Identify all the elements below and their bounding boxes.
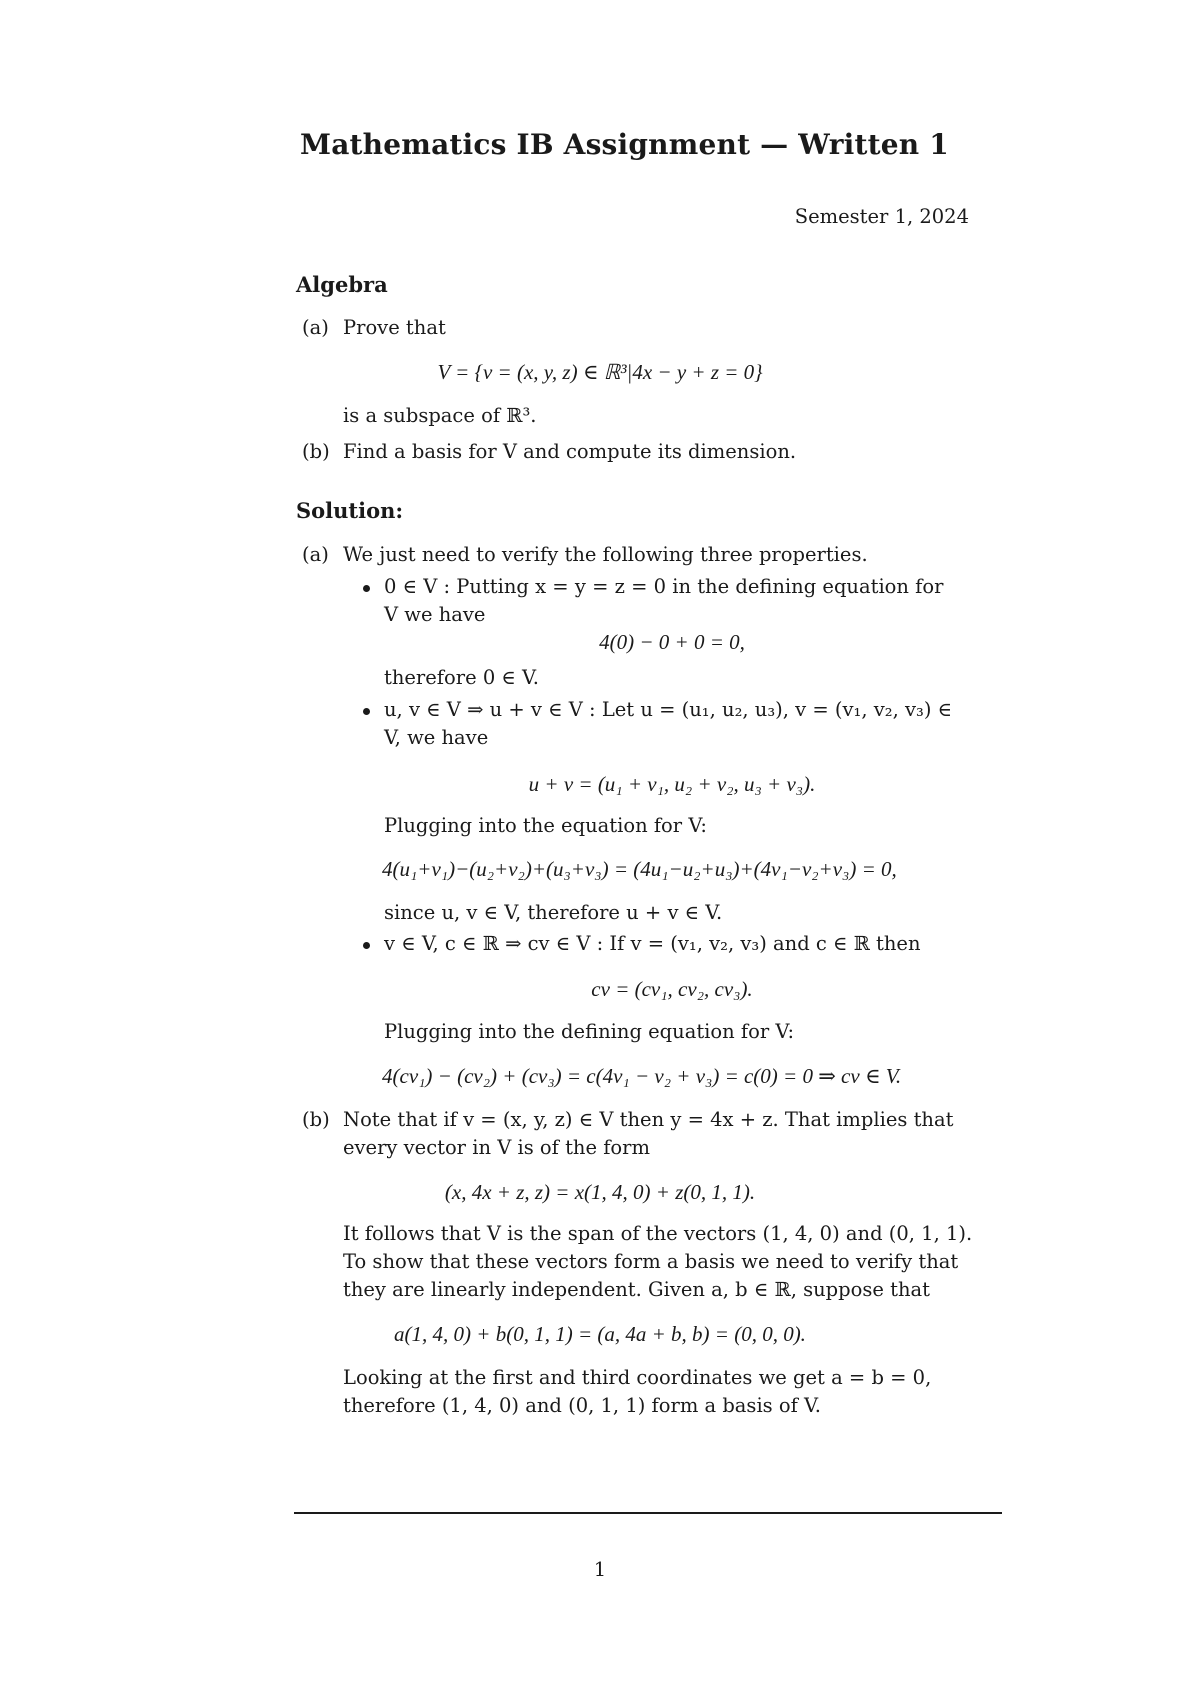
- problem-a-text: Prove that: [343, 316, 446, 339]
- solution-b-line6: Looking at the first and third coordinates we get a = b = 0,: [343, 1366, 932, 1389]
- property-addition-plug-text: Plugging into the equation for V:: [384, 814, 708, 837]
- problem-a-conclusion: is a subspace of ℝ³.: [343, 404, 537, 427]
- solution-b-line7: therefore (1, 4, 0) and (0, 1, 1) form a basis of V.: [343, 1394, 821, 1417]
- solution-b-line4: To show that these vectors form a basis we need to verify that: [343, 1250, 959, 1273]
- problem-b-label: (b): [302, 440, 330, 463]
- sum-vector-equation: u + v = (u₁ + v₁, u₂ + v₂, u₃ + v₃).: [528, 772, 816, 796]
- linear-independence-equation: a(1, 4, 0) + b(0, 1, 1) = (a, 4a + b, b) = (0, 0, 0).: [394, 1322, 806, 1346]
- property-addition-line1: u, v ∈ V ⇒ u + v ∈ V : Let u = (u₁, u₂, u₃), v = (v₁, v₂, v₃) ∈: [384, 698, 953, 721]
- bullet-icon: [363, 708, 370, 715]
- document-title: Mathematics IB Assignment — Written 1: [300, 128, 949, 161]
- property-addition-equation: 4(u₁+v₁)−(u₂+v₂)+(u₃+v₃) = (4u₁−u₂+u₃)+(4v₁−v₂+v₃) = 0,: [382, 857, 897, 881]
- bullet-icon: [363, 585, 370, 592]
- vector-form-equation: (x, 4x + z, z) = x(1, 4, 0) + z(0, 1, 1).: [444, 1180, 756, 1204]
- property-zero-equation: 4(0) − 0 + 0 = 0,: [599, 630, 745, 654]
- problem-b-text: Find a basis for V and compute its dimension.: [343, 440, 797, 463]
- property-addition-conclusion: since u, v ∈ V, therefore u + v ∈ V.: [384, 901, 723, 924]
- bullet-icon: [363, 942, 370, 949]
- solution-a-intro: We just need to verify the following three properties.: [343, 543, 868, 566]
- property-zero-line1: 0 ∈ V : Putting x = y = z = 0 in the defining equation for: [384, 575, 944, 598]
- solution-b-line1: Note that if v = (x, y, z) ∈ V then y = 4x + z. That implies that: [343, 1108, 954, 1131]
- property-zero-line2: V we have: [384, 603, 486, 626]
- section-heading: Algebra: [296, 272, 388, 297]
- semester-label: Semester 1, 2024: [794, 205, 969, 228]
- solution-b-line5: they are linearly independent. Given a, b ∈ ℝ, suppose that: [343, 1278, 930, 1301]
- solution-b-label: (b): [302, 1108, 330, 1131]
- subspace-definition-equation: V = {v = (x, y, z) ∈ ℝ³|4x − y + z = 0}: [437, 360, 763, 384]
- solution-b-line3: It follows that V is the span of the vectors (1, 4, 0) and (0, 1, 1).: [343, 1222, 973, 1245]
- scalar-vector-equation: cv = (cv₁, cv₂, cv₃).: [591, 977, 753, 1001]
- page-number: 1: [593, 1558, 607, 1581]
- property-scalar-equation: 4(cv₁) − (cv₂) + (cv₃) = c(4v₁ − v₂ + v₃) = c(0) = 0 ⇒ cv ∈ V.: [382, 1064, 902, 1088]
- solution-a-label: (a): [302, 543, 329, 566]
- solution-heading: Solution:: [296, 498, 404, 523]
- footer-divider: [294, 1512, 1002, 1514]
- property-zero-conclusion: therefore 0 ∈ V.: [384, 666, 539, 689]
- property-addition-line2: V, we have: [384, 726, 489, 749]
- problem-a-label: (a): [302, 316, 329, 339]
- property-scalar-plug-text: Plugging into the defining equation for V:: [384, 1020, 795, 1043]
- solution-b-line2: every vector in V is of the form: [343, 1136, 650, 1159]
- property-scalar-line1: v ∈ V, c ∈ ℝ ⇒ cv ∈ V : If v = (v₁, v₂, v₃) and c ∈ ℝ then: [384, 932, 921, 955]
